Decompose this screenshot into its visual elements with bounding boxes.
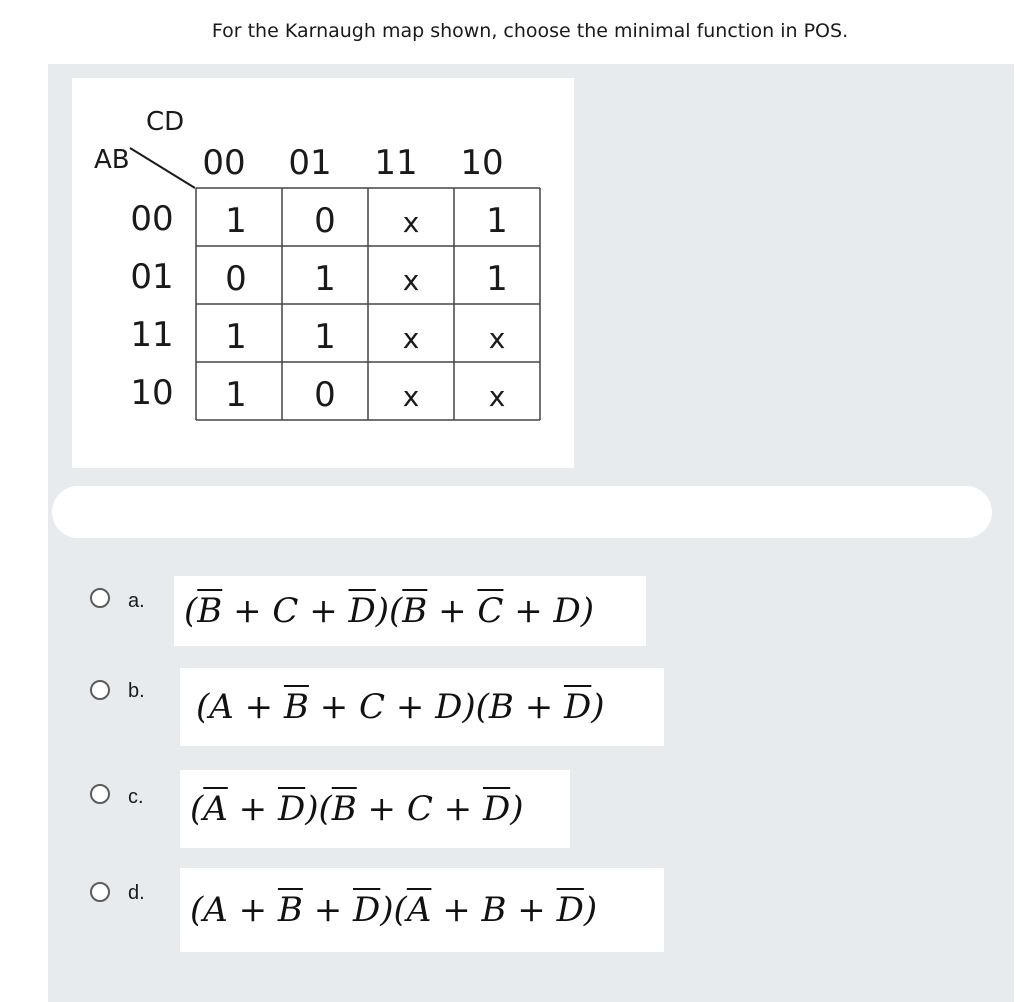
negated-variable: $\overline{B}$: [283, 687, 309, 727]
kmap-row-header-1: 01: [130, 257, 174, 297]
kmap-column-variable: CD: [146, 107, 185, 137]
negated-variable: $\overline{C}$: [477, 591, 504, 631]
formula-text: (: [190, 789, 204, 829]
negated-variable: $\overline{A}$: [406, 890, 432, 930]
kmap-cell-3-0: 1: [225, 375, 247, 415]
kmap-col-header-0: 00: [202, 143, 246, 183]
formula-text: ): [583, 890, 598, 930]
negated-variable: $\overline{B}$: [402, 591, 428, 631]
kmap-col-header-2: 11: [374, 143, 418, 183]
option-d-radio[interactable]: [90, 882, 110, 902]
kmap-cell-3-2: x: [402, 380, 420, 413]
negated-variable: $\overline{D}$: [556, 890, 584, 930]
formula-text: (: [184, 591, 198, 631]
kmap-cell-2-0: 1: [225, 317, 247, 357]
option-a-letter: a.: [128, 590, 145, 612]
option-d-letter: d.: [128, 882, 145, 904]
formula-text: + C +: [222, 591, 349, 631]
kmap-row-headers: [130, 199, 173, 413]
option-c-radio[interactable]: [90, 784, 110, 804]
kmap-col-header-1: 01: [288, 143, 332, 183]
formula-text: )(: [375, 591, 403, 631]
kmap-cell-1-3: 1: [486, 259, 508, 299]
negated-variable: $\overline{D}$: [564, 687, 592, 727]
formula-text: +: [427, 591, 478, 631]
karnaugh-map: [72, 78, 574, 468]
option-d-formula[interactable]: [180, 868, 664, 952]
kmap-cell-1-1: 1: [314, 259, 336, 299]
formula-text: ): [510, 789, 524, 829]
kmap-cell-0-0: 1: [225, 201, 247, 241]
kmap-cell-2-3: x: [488, 322, 506, 355]
option-c-formula[interactable]: [180, 770, 570, 848]
formula-text: (A +: [196, 687, 284, 727]
kmap-diagonal: [130, 148, 195, 188]
formula-text: + D): [503, 591, 595, 631]
kmap-row-header-3: 10: [130, 373, 174, 413]
negated-variable: $\overline{B}$: [277, 890, 303, 930]
negated-variable: $\overline{D}$: [277, 789, 306, 829]
negated-variable: $\overline{B}$: [197, 591, 223, 631]
option-b-letter: b.: [128, 680, 145, 702]
formula-text: ): [591, 687, 605, 727]
option-b-radio[interactable]: [90, 680, 110, 700]
kmap-cell-2-2: x: [402, 322, 420, 355]
negated-variable: $\overline{D}$: [348, 591, 376, 631]
karnaugh-map-figure: [72, 78, 574, 468]
question-text: For the Karnaugh map shown, choose the minimal function in POS.: [211, 20, 849, 42]
kmap-col-header-3: 10: [460, 143, 504, 183]
formula-text: +: [302, 890, 354, 930]
kmap-cells: [225, 201, 508, 415]
option-b-formula[interactable]: [180, 668, 664, 746]
negated-variable: $\overline{D}$: [482, 789, 511, 829]
kmap-cell-0-2: x: [402, 206, 420, 239]
negated-variable: $\overline{D}$: [353, 890, 381, 930]
redaction-bar: [52, 486, 992, 538]
formula-text: + C +: [356, 789, 483, 829]
kmap-row-header-2: 11: [130, 315, 174, 355]
kmap-cell-0-3: 1: [486, 201, 508, 241]
kmap-cell-1-0: 0: [225, 259, 247, 299]
kmap-row-header-0: 00: [130, 199, 174, 239]
formula-text: +: [227, 789, 278, 829]
formula-text: + B +: [431, 890, 557, 930]
formula-text: )(: [305, 789, 332, 829]
option-c-letter: c.: [128, 786, 144, 808]
negated-variable: $\overline{B}$: [331, 789, 357, 829]
negated-variable: $\overline{A}$: [203, 789, 228, 829]
option-a-formula[interactable]: [174, 576, 646, 646]
formula-text: (A +: [190, 890, 278, 930]
kmap-row-variable: AB: [94, 145, 130, 175]
kmap-cell-2-1: 1: [314, 317, 336, 357]
kmap-column-headers: [202, 143, 503, 183]
kmap-cell-1-2: x: [402, 264, 420, 297]
kmap-cell-0-1: 0: [314, 201, 336, 241]
kmap-cell-3-3: x: [488, 380, 506, 413]
formula-text: + C + D)(B +: [308, 687, 565, 727]
formula-text: )(: [380, 890, 407, 930]
kmap-cell-3-1: 0: [314, 375, 336, 415]
option-a-radio[interactable]: [90, 588, 110, 608]
